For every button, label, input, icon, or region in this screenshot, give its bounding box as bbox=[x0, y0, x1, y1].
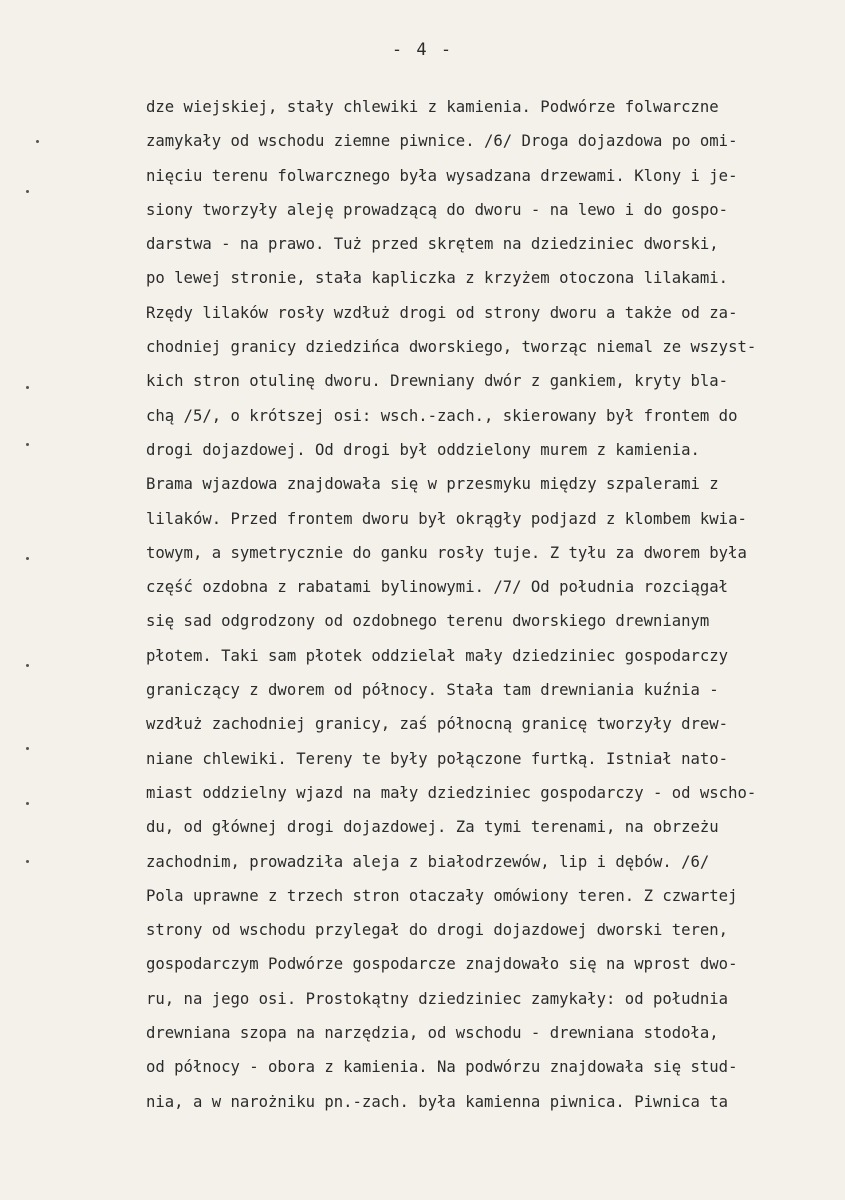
text-line: chą /5/, o krótszej osi: wsch.-zach., skierowany był frontem do bbox=[146, 406, 738, 425]
text-line: graniczący z dworem od północy. Stała tam drewniania kuźnia - bbox=[146, 681, 719, 700]
text-line: drogi dojazdowej. Od drogi był oddzielony murem z kamienia. bbox=[146, 440, 700, 459]
text-line: zamykały od wschodu ziemne piwnice. /6/ Droga dojazdowa po omi- bbox=[146, 132, 738, 151]
text-line: darstwa - na prawo. Tuż przed skrętem na dziedziniec dworski, bbox=[146, 235, 719, 254]
text-line: zachodnim, prowadziła aleja z białodrzewów, lip i dębów. /6/ bbox=[146, 852, 710, 871]
text-line: towym, a symetrycznie do ganku rosły tuje. Z tyłu za dworem była bbox=[146, 543, 747, 562]
margin-mark bbox=[26, 386, 29, 389]
page-number: - 4 - bbox=[391, 40, 454, 60]
text-line: niane chlewiki. Tereny te były połączone furtką. Istniał nato- bbox=[146, 749, 729, 768]
text-line: nięciu terenu folwarcznego była wysadzana drzewami. Klony i je- bbox=[146, 166, 738, 185]
margin-mark bbox=[26, 802, 29, 805]
margin-mark bbox=[26, 190, 29, 193]
margin-mark bbox=[26, 860, 29, 863]
margin-mark bbox=[26, 557, 29, 560]
text-line: Pola uprawne z trzech stron otaczały omówiony teren. Z czwartej bbox=[146, 886, 738, 905]
text-line: strony od wschodu przylegał do drogi dojazdowej dworski teren, bbox=[146, 921, 729, 940]
text-line: miast oddzielny wjazd na mały dziedziniec gospodarczy - od wscho- bbox=[146, 783, 757, 802]
text-line: nia, a w narożniku pn.-zach. była kamienna piwnica. Piwnica ta bbox=[146, 1092, 729, 1111]
text-line: się sad odgrodzony od ozdobnego terenu dworskiego drewnianym bbox=[146, 612, 710, 631]
margin-mark bbox=[26, 664, 29, 667]
text-line: od północy - obora z kamienia. Na podwórzu znajdowała się stud- bbox=[146, 1058, 738, 1077]
margin-mark bbox=[36, 140, 39, 143]
margin-mark bbox=[26, 443, 29, 446]
text-line: lilaków. Przed frontem dworu był okrągły podjazd z klombem kwia- bbox=[146, 509, 747, 528]
text-line: drewniana szopa na narzędzia, od wschodu - drewniana stodoła, bbox=[146, 1024, 719, 1043]
text-line: gospodarczym Podwórze gospodarcze znajdowało się na wprost dwo- bbox=[146, 955, 738, 974]
typed-text-body bbox=[146, 90, 826, 1119]
text-line: du, od głównej drogi dojazdowej. Za tymi terenami, na obrzeżu bbox=[146, 818, 719, 837]
text-line: ru, na jego osi. Prostokątny dziedziniec zamykały: od południa bbox=[146, 989, 729, 1008]
text-line: płotem. Taki sam płotek oddzielał mały dziedziniec gospodarczy bbox=[146, 646, 729, 665]
text-line: kich stron otulinę dworu. Drewniany dwór z gankiem, kryty bla- bbox=[146, 372, 729, 391]
text-line: część ozdobna z rabatami bylinowymi. /7/ Od południa rozciągał bbox=[146, 578, 729, 597]
text-line: Brama wjazdowa znajdowała się w przesmyku między szpalerami z bbox=[146, 475, 719, 494]
text-line: wzdłuż zachodniej granicy, zaś północną granicę tworzyły drew- bbox=[146, 715, 729, 734]
text-line: dze wiejskiej, stały chlewiki z kamienia. Podwórze folwarczne bbox=[146, 98, 719, 116]
margin-mark bbox=[26, 747, 29, 750]
text-line: siony tworzyły aleję prowadzącą do dworu - na lewo i do gospo- bbox=[146, 200, 729, 219]
text-line: po lewej stronie, stała kapliczka z krzyżem otoczona lilakami. bbox=[146, 269, 729, 288]
text-line: chodniej granicy dziedzińca dworskiego, tworząc niemal ze wszyst- bbox=[146, 338, 757, 357]
text-line: Rzędy lilaków rosły wzdłuż drogi od strony dworu a także od za- bbox=[146, 303, 738, 322]
